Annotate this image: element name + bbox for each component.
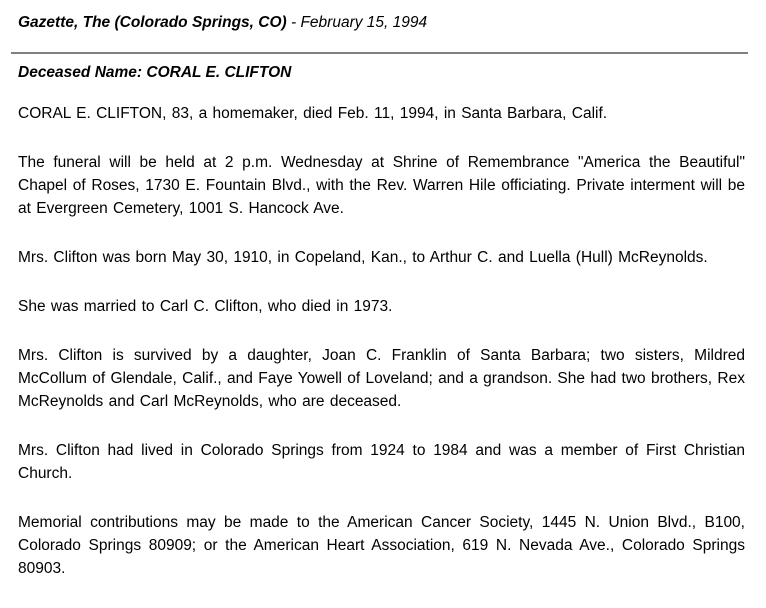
obituary-body (18, 102, 745, 606)
paragraph-death-notice: CORAL E. CLIFTON, 83, a homemaker, died Feb. 11, 1994, in Santa Barbara, Calif. (18, 105, 608, 122)
paragraph-birth: Mrs. Clifton was born May 30, 1910, in Copeland, Kan., to Arthur C. and Luella (Hull) McReynolds. (18, 249, 708, 266)
paragraph-funeral: The funeral will be held at 2 p.m. Wednesday at Shrine of Remembrance "America the Beautiful" Chapel of Roses, 1730 E. Fountain Blvd., with the Rev. Warren Hile officiating. Private interment will be at Evergreen Cemetery, 1001 S. Hancock Ave. (18, 154, 745, 217)
publication-date: February 15, 1994 (300, 14, 428, 31)
paragraph-residence: Mrs. Clifton had lived in Colorado Springs from 1924 to 1984 and was a member of First Christian Church. (18, 442, 745, 482)
paragraph-survivors: Mrs. Clifton is survived by a daughter, Joan C. Franklin of Santa Barbara; two sisters, Mildred McCollum of Glendale, Calif., and Faye Yowell of Loveland; and a grandson. She had two brothers, Rex McReynolds and Carl McReynolds, who are deceased. (18, 347, 745, 410)
deceased-name: Deceased Name: CORAL E. CLIFTON (18, 64, 292, 81)
header-divider (11, 52, 748, 54)
obituary-page (18, 0, 745, 33)
publication-source: Gazette, The (Colorado Springs, CO) (18, 14, 287, 31)
publication-header (18, 13, 745, 33)
paragraph-memorials: Memorial contributions may be made to the American Cancer Society, 1445 N. Union Blvd., B100, Colorado Springs 80909; or the American Heart Association, 619 N. Nevada Ave., Colorado Springs 80903. (18, 514, 745, 577)
paragraph-marriage: She was married to Carl C. Clifton, who died in 1973. (18, 298, 393, 315)
header-separator: - (286, 14, 301, 31)
